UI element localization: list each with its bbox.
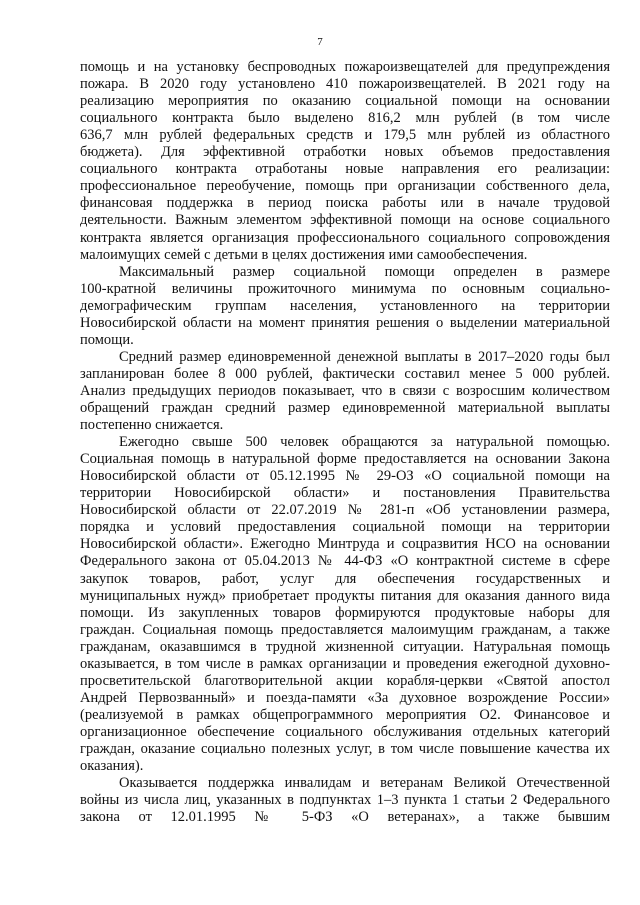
text-line: финансовая поддержка в период поиска работы или в начале трудовой — [80, 195, 610, 212]
text-line: 636,7 млн рублей федеральных средств и 179,5 млн рублей из областного — [80, 127, 610, 144]
text-line: помощи. — [80, 331, 134, 348]
text-line: Анализ предыдущих периодов показывает, что в связи с возросшим количеством — [80, 382, 610, 399]
text-line: демографическим группам населения, установленного на территории — [80, 297, 610, 314]
text-line: закупок товаров, работ, услуг для обеспечения государственных и — [80, 570, 610, 587]
text-line: просветительской благотворительной акции корабля-церкви «Святой апостол — [80, 672, 610, 689]
text-line: обращений граждан средний размер единовременной материальной выплаты — [80, 400, 610, 416]
text-line: Ежегодно свыше 500 человек обращаются за натуральной помощью. — [119, 434, 610, 451]
text-line: оказания). — [80, 758, 144, 775]
text-line: профессиональное переобучение, помощь при организации собственного дела, — [80, 178, 610, 195]
text-line: реализацию мероприятия по оказанию социальной помощи на основании — [80, 93, 610, 110]
text-line: Оказывается поддержка инвалидам и ветеранам Великой Отечественной — [119, 775, 610, 792]
text-line: организационное обеспечение социального обслуживания отдельных категорий — [80, 723, 610, 740]
text-line: Новосибирской области на момент принятия решения о выделении материальной — [80, 314, 610, 331]
text-line: Андрей Первозванный» и поезда-памяти «За духовное возрождение России» — [80, 689, 610, 706]
text-line: территории Новосибирской области» и постановления Правительства — [80, 485, 610, 502]
text-line: помощи. Из закупленных товаров формируются продуктовые наборы для — [80, 604, 610, 621]
text-line: бюджета). Для эффективной отработки новых объемов предоставления — [80, 144, 610, 161]
text-line: закона от 12.01.1995 № 5-ФЗ «О ветеранах», а также бывшим — [80, 809, 610, 826]
text-line: войны из числа лиц, указанных в подпунктах 1–3 пункта 1 статьи 2 Федерального — [80, 792, 610, 809]
text-line: запланирован более 8 000 рублей, фактически составил менее 5 000 рублей. — [80, 365, 610, 382]
page-number: 7 — [317, 36, 323, 48]
text-line: порядка и условий предоставления социальной помощи на территории — [80, 519, 610, 536]
text-line: контракта является организация профессионального социального сопровождения — [80, 229, 610, 246]
text-line: малоимущих семей с детьми в целях достижения ими самообеспечения. — [80, 246, 528, 263]
text-line: социального контракта отработаны новые направления его реализации: — [80, 161, 610, 178]
text-line: муниципальных нужд» приобретает продукты питания для оказания данного вида — [80, 587, 610, 604]
text-line: деятельности. Важным элементом эффективной помощи на основе социального — [80, 212, 610, 229]
text-line: Средний размер единовременной денежной выплаты в 2017–2020 годы был — [119, 348, 610, 365]
text-line: гражданам, оказавшимся в трудной жизненной ситуации. Натуральная помощь — [80, 638, 610, 655]
text-line: граждан. Социальная помощь предоставляется малоимущим гражданам, а также — [80, 621, 610, 638]
text-line: Новосибирской области». Ежегодно Минтруда и соцразвития НСО на основании — [80, 536, 610, 553]
text-line: 100-кратной величины прожиточного минимума по основным социально- — [80, 280, 610, 297]
text-line: граждан, оказание социально полезных услуг, в том числе повышение качества их — [80, 741, 610, 757]
text-line: постепенно снижается. — [80, 417, 224, 434]
text-line: Максимальный размер социальной помощи определен в размере — [119, 263, 610, 280]
text-line: помощь и на установку беспроводных пожароизвещателей для предупреждения — [80, 59, 610, 75]
text-line: Новосибирской области от 22.07.2019 № 281-п «Об установлении размера, — [80, 502, 610, 519]
text-line: социального контракта было выделено 816,2 млн рублей (в том числе — [80, 110, 610, 127]
text-line: (реализуемой в рамках общепрограммного мероприятия О2. Финансовое и — [80, 706, 610, 723]
text-line: оказывается, в том числе в рамках организации и проведения ежегодной духовно- — [80, 655, 610, 672]
text-line: Федерального закона от 05.04.2013 № 44-ФЗ «О контрактной системе в сфере — [80, 553, 610, 570]
text-line: Социальная помощь в натуральной форме предоставляется на основании Закона — [80, 451, 610, 468]
text-line: Новосибирской области от 05.12.1995 № 29-ОЗ «О социальной помощи на — [80, 468, 610, 485]
text-line: пожара. В 2020 году установлено 410 пожароизвещателей. В 2021 году на — [80, 76, 610, 93]
